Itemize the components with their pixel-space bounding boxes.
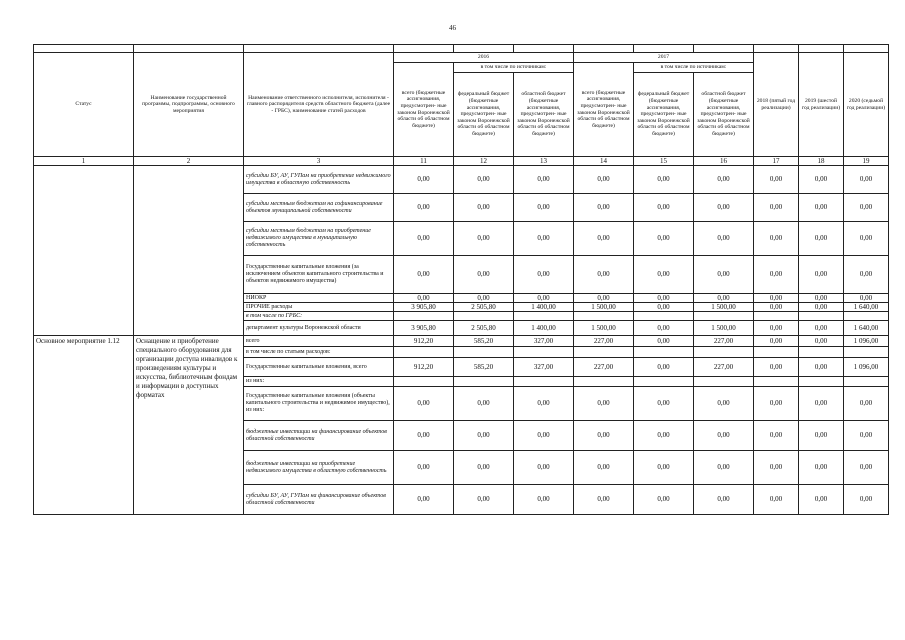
value-cell: 1 500,00 — [574, 321, 634, 336]
header-2017-sources: в том числе по источникам: — [634, 63, 754, 73]
value-cell — [394, 377, 454, 387]
value-cell: 0,00 — [694, 421, 754, 451]
value-cell — [514, 347, 574, 358]
value-cell: 0,00 — [754, 336, 799, 347]
value-cell: 0,00 — [799, 387, 844, 421]
program-name-cell: Оснащение и приобретение специального оборудования для организации доступа инвалидов к произведениям культуры и искусства, библиотечным фондам и информации в доступных форматах — [134, 336, 244, 515]
value-cell: 585,20 — [454, 336, 514, 347]
row-label: департамент культуры Воронежской области — [244, 321, 394, 336]
value-cell: 585,20 — [454, 358, 514, 377]
value-cell: 0,00 — [844, 294, 889, 303]
table-row — [34, 336, 889, 347]
value-cell: 0,00 — [454, 421, 514, 451]
value-cell: 0,00 — [754, 451, 799, 485]
col-num: 18 — [799, 157, 844, 166]
value-cell: 0,00 — [634, 256, 694, 294]
value-cell: 0,00 — [514, 294, 574, 303]
header-2016-regional: областной бюджет (бюджетные ассигнования, предусмотрен- ные законом Воронежской области об областном бюджете) — [514, 73, 574, 157]
value-cell: 1 500,00 — [574, 303, 634, 312]
value-cell — [394, 347, 454, 358]
row-label: Государственные капитальные вложения (объекты капитального строительства и недвижимое имущество), из них: — [244, 387, 394, 421]
value-cell: 0,00 — [799, 222, 844, 256]
value-cell: 0,00 — [634, 485, 694, 515]
status-cell: Основное мероприятие 1.12 — [34, 336, 134, 515]
value-cell — [694, 347, 754, 358]
value-cell: 0,00 — [634, 321, 694, 336]
value-cell: 0,00 — [694, 256, 754, 294]
value-cell: 0,00 — [754, 166, 799, 194]
value-cell: 0,00 — [574, 194, 634, 222]
value-cell: 0,00 — [634, 294, 694, 303]
column-number-row — [34, 157, 889, 166]
value-cell: 0,00 — [799, 336, 844, 347]
value-cell: 0,00 — [844, 194, 889, 222]
value-cell — [754, 347, 799, 358]
value-cell: 0,00 — [799, 303, 844, 312]
blank-header-row — [34, 45, 889, 53]
value-cell: 0,00 — [634, 303, 694, 312]
value-cell: 0,00 — [694, 166, 754, 194]
value-cell — [754, 377, 799, 387]
col-num: 11 — [394, 157, 454, 166]
value-cell: 0,00 — [574, 166, 634, 194]
value-cell: 227,00 — [694, 358, 754, 377]
value-cell: 3 905,80 — [394, 321, 454, 336]
value-cell: 0,00 — [754, 294, 799, 303]
value-cell: 0,00 — [799, 294, 844, 303]
row-label: субсидии местным бюджетам на приобретение недвижимого имущества в муниципальную собственность — [244, 222, 394, 256]
value-cell: 0,00 — [634, 421, 694, 451]
value-cell: 0,00 — [574, 222, 634, 256]
header-2018: 2018 (пятый год реализации) — [754, 53, 799, 157]
value-cell — [574, 347, 634, 358]
header-executor: Наименование ответственного исполнителя, исполнителя - главного распорядителя средств областного бюджета (далее - ГРБС), наименование статей расходов — [244, 53, 394, 157]
value-cell: 1 640,00 — [844, 303, 889, 312]
value-cell: 912,20 — [394, 358, 454, 377]
header-2017-total: всего (бюджетные ассигнования, предусмотрен- ные законом Воронежской области об областном бюджете) — [574, 63, 634, 157]
col-num: 13 — [514, 157, 574, 166]
value-cell: 0,00 — [454, 222, 514, 256]
value-cell: 0,00 — [754, 387, 799, 421]
value-cell: 327,00 — [514, 336, 574, 347]
col-num: 19 — [844, 157, 889, 166]
value-cell: 0,00 — [799, 485, 844, 515]
value-cell — [754, 312, 799, 321]
value-cell: 2 505,80 — [454, 321, 514, 336]
value-cell: 0,00 — [454, 194, 514, 222]
value-cell: 0,00 — [799, 321, 844, 336]
value-cell: 0,00 — [694, 194, 754, 222]
value-cell: 0,00 — [844, 256, 889, 294]
value-cell — [694, 312, 754, 321]
value-cell — [394, 312, 454, 321]
value-cell: 0,00 — [514, 166, 574, 194]
status-cell-empty — [34, 166, 134, 336]
value-cell — [454, 347, 514, 358]
row-label: субсидии БУ, АУ, ГУПам на приобретение недвижимого имущества в областную собственность — [244, 166, 394, 194]
value-cell — [844, 377, 889, 387]
value-cell: 0,00 — [754, 256, 799, 294]
value-cell — [634, 377, 694, 387]
header-status: Статус — [34, 53, 134, 157]
row-label: субсидии БУ, АУ, ГУПам на финансирование объектов областной собственности — [244, 485, 394, 515]
value-cell: 1 500,00 — [694, 321, 754, 336]
value-cell: 0,00 — [694, 485, 754, 515]
value-cell: 2 505,80 — [454, 303, 514, 312]
value-cell: 0,00 — [844, 421, 889, 451]
value-cell: 0,00 — [799, 358, 844, 377]
row-label: в том числе по статьям расходов: — [244, 347, 394, 358]
row-label: Государственные капитальные вложения (за исключением объектов капитального строительства и объектов недвижимого имущества) — [244, 256, 394, 294]
value-cell: 0,00 — [514, 194, 574, 222]
value-cell: 0,00 — [454, 294, 514, 303]
value-cell: 0,00 — [844, 451, 889, 485]
value-cell — [844, 347, 889, 358]
value-cell: 0,00 — [394, 194, 454, 222]
value-cell: 0,00 — [754, 222, 799, 256]
header-2016-total: всего (бюджетные ассигнования, предусмотрен- ные законом Воронежской области об областном бюджете) — [394, 63, 454, 157]
col-num: 1 — [34, 157, 134, 166]
value-cell: 0,00 — [754, 358, 799, 377]
row-label: бюджетные инвестиции на финансирование объектов областной собственности — [244, 421, 394, 451]
header-row-1 — [34, 53, 889, 63]
value-cell: 0,00 — [844, 222, 889, 256]
program-cell-empty — [134, 166, 244, 336]
value-cell: 0,00 — [454, 485, 514, 515]
header-2016-sources: в том числе по источникам: — [454, 63, 574, 73]
value-cell: 0,00 — [634, 451, 694, 485]
value-cell: 0,00 — [754, 421, 799, 451]
value-cell — [514, 377, 574, 387]
header-2020: 2020 (седьмой год реализации) — [844, 53, 889, 157]
value-cell: 0,00 — [694, 294, 754, 303]
value-cell: 0,00 — [454, 451, 514, 485]
value-cell: 0,00 — [394, 451, 454, 485]
value-cell — [799, 312, 844, 321]
value-cell — [799, 347, 844, 358]
budget-table — [33, 44, 889, 515]
value-cell: 1 096,00 — [844, 336, 889, 347]
value-cell: 0,00 — [454, 256, 514, 294]
value-cell: 0,00 — [844, 387, 889, 421]
value-cell: 0,00 — [634, 387, 694, 421]
value-cell — [574, 312, 634, 321]
value-cell: 0,00 — [394, 222, 454, 256]
value-cell: 0,00 — [634, 222, 694, 256]
value-cell: 0,00 — [694, 387, 754, 421]
value-cell — [634, 347, 694, 358]
value-cell: 0,00 — [754, 485, 799, 515]
value-cell: 1 500,00 — [694, 303, 754, 312]
value-cell — [844, 312, 889, 321]
value-cell: 0,00 — [514, 387, 574, 421]
value-cell: 0,00 — [634, 194, 694, 222]
value-cell: 0,00 — [514, 222, 574, 256]
value-cell — [694, 377, 754, 387]
value-cell: 227,00 — [694, 336, 754, 347]
col-num: 15 — [634, 157, 694, 166]
value-cell: 0,00 — [694, 451, 754, 485]
value-cell: 0,00 — [394, 166, 454, 194]
table-row — [34, 166, 889, 194]
value-cell: 0,00 — [844, 485, 889, 515]
value-cell: 0,00 — [799, 451, 844, 485]
value-cell: 0,00 — [574, 256, 634, 294]
value-cell: 0,00 — [394, 256, 454, 294]
value-cell: 912,20 — [394, 336, 454, 347]
value-cell: 0,00 — [574, 451, 634, 485]
value-cell: 0,00 — [799, 166, 844, 194]
value-cell: 0,00 — [394, 294, 454, 303]
value-cell: 0,00 — [514, 451, 574, 485]
value-cell — [634, 312, 694, 321]
value-cell: 0,00 — [799, 256, 844, 294]
value-cell — [454, 312, 514, 321]
col-num: 3 — [244, 157, 394, 166]
header-2016-federal: федеральный бюджет (бюджетные ассигнования, предусмотрен- ные законом Воронежской области об областном бюджете) — [454, 73, 514, 157]
value-cell: 0,00 — [454, 166, 514, 194]
row-label: субсидии местным бюджетам на софинансирование объектов муниципальной собственности — [244, 194, 394, 222]
value-cell: 0,00 — [754, 321, 799, 336]
row-label: ПРОЧИЕ расходы — [244, 303, 394, 312]
value-cell: 1 400,00 — [514, 303, 574, 312]
value-cell: 0,00 — [574, 387, 634, 421]
row-label: в том числе по ГРБС: — [244, 312, 394, 321]
value-cell: 0,00 — [799, 194, 844, 222]
col-num: 17 — [754, 157, 799, 166]
value-cell — [514, 312, 574, 321]
value-cell — [454, 377, 514, 387]
col-num: 16 — [694, 157, 754, 166]
col-num: 14 — [574, 157, 634, 166]
value-cell: 0,00 — [799, 421, 844, 451]
value-cell: 0,00 — [514, 256, 574, 294]
value-cell: 0,00 — [844, 166, 889, 194]
row-label: из них: — [244, 377, 394, 387]
value-cell: 0,00 — [574, 294, 634, 303]
col-num: 2 — [134, 157, 244, 166]
value-cell: 0,00 — [754, 303, 799, 312]
row-label: НИОКР — [244, 294, 394, 303]
header-2019: 2019 (шестой год реализации) — [799, 53, 844, 157]
value-cell: 327,00 — [514, 358, 574, 377]
value-cell: 1 400,00 — [514, 321, 574, 336]
value-cell: 0,00 — [634, 358, 694, 377]
header-2017-federal: федеральный бюджет (бюджетные ассигнования, предусмотрен- ные законом Воронежской области об областном бюджете) — [634, 73, 694, 157]
row-label: бюджетные инвестиции на приобретение недвижимого имущества в областную собственность — [244, 451, 394, 485]
value-cell: 0,00 — [394, 485, 454, 515]
value-cell: 0,00 — [394, 421, 454, 451]
value-cell: 0,00 — [514, 485, 574, 515]
value-cell: 0,00 — [754, 194, 799, 222]
value-cell: 1 096,00 — [844, 358, 889, 377]
value-cell: 1 640,00 — [844, 321, 889, 336]
value-cell: 0,00 — [514, 421, 574, 451]
value-cell: 227,00 — [574, 358, 634, 377]
value-cell — [574, 377, 634, 387]
header-year-2017: 2017 — [574, 53, 754, 63]
header-2017-regional: областной бюджет (бюджетные ассигнования, предусмотрен- ные законом Воронежской области об областном бюджете) — [694, 73, 754, 157]
value-cell: 0,00 — [574, 421, 634, 451]
value-cell: 227,00 — [574, 336, 634, 347]
value-cell: 0,00 — [574, 485, 634, 515]
value-cell: 3 905,80 — [394, 303, 454, 312]
value-cell: 0,00 — [394, 387, 454, 421]
row-label: всего — [244, 336, 394, 347]
col-num: 12 — [454, 157, 514, 166]
value-cell: 0,00 — [694, 222, 754, 256]
value-cell — [799, 377, 844, 387]
page-number: 46 — [449, 24, 456, 32]
header-year-2016: 2016 — [394, 53, 574, 63]
header-program-name: Наименование государственной программы, подпрограммы, основного мероприятия — [134, 53, 244, 157]
value-cell: 0,00 — [634, 336, 694, 347]
value-cell: 0,00 — [454, 387, 514, 421]
value-cell: 0,00 — [634, 166, 694, 194]
row-label: Государственные капитальные вложения, всего — [244, 358, 394, 377]
